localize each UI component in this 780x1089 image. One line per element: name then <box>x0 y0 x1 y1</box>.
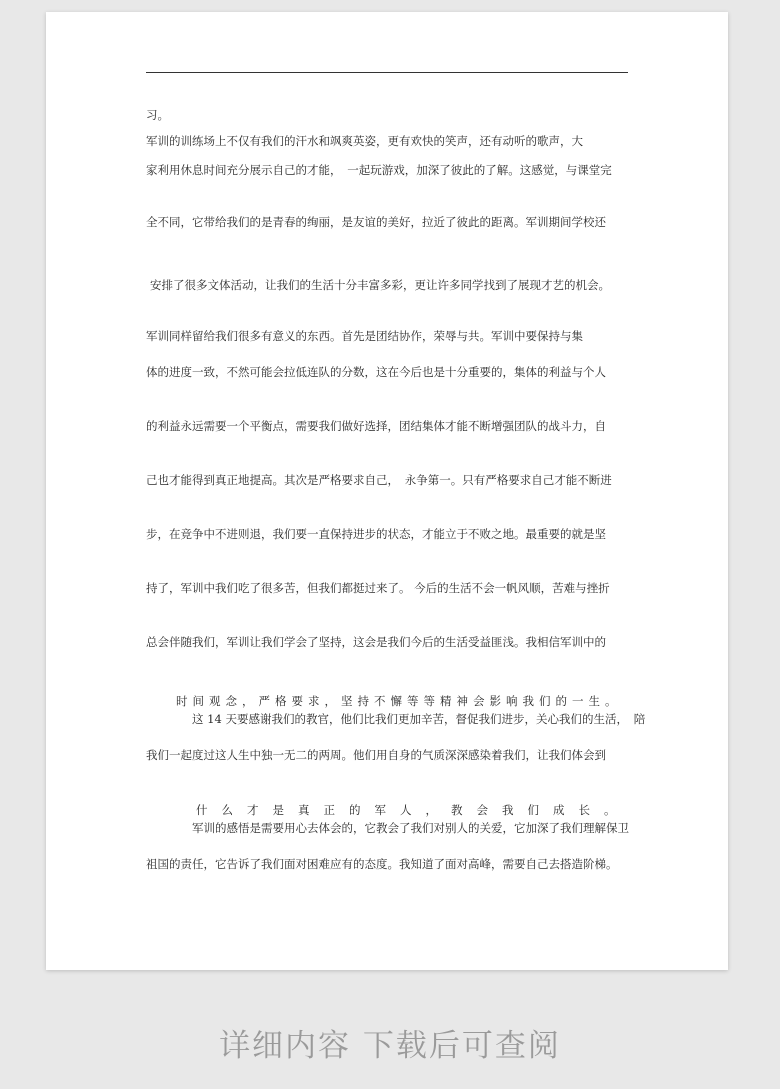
text-line-4: 全不同，它带给我们的是青春的绚丽，是友谊的美好，拉近了彼此的距离。军训期间学校还 <box>146 215 606 229</box>
text-line-2: 军训的训练场上不仅有我们的汗水和飒爽英姿，更有欢快的笑声，还有动听的歌声，大 <box>146 134 583 148</box>
text-line-5: 安排了很多文体活动，让我们的生活十分丰富多彩，更让许多同学找到了展现才艺的机会。 <box>150 278 610 292</box>
footer-caption: 详细内容 下载后可查阅 <box>219 1028 561 1064</box>
text-line-18: 祖国的责任，它告诉了我们面对困难应有的态度。我知道了面对高峰，需要自己去搭造阶梯。 <box>146 857 618 871</box>
text-line-13: 时间观念，严格要求，坚持不懈等等精神会影响我们的一生。 <box>176 694 622 708</box>
text-line-7: 体的进度一致，不然可能会拉低连队的分数，这在今后也是十分重要的，集体的利益与个人 <box>146 365 606 379</box>
text-line-3: 家利用休息时间充分展示自己的才能， 一起玩游戏，加深了彼此的了解。这感觉，与课堂完 <box>146 163 612 177</box>
text-line-10: 步，在竞争中不进则退，我们要一直保持进步的状态，才能立于不败之地。最重要的就是坚 <box>146 527 606 541</box>
text-line-12: 总会伴随我们，军训让我们学会了坚持，这会是我们今后的生活受益匪浅。我相信军训中的 <box>146 635 606 649</box>
text-line-6: 军训同样留给我们很多有意义的东西。首先是团结协作，荣辱与共。军训中要保持与集 <box>146 329 583 343</box>
text-line-17: 军训的感悟是需要用心去体会的，它教会了我们对别人的关爱，它加深了我们理解保卫 <box>192 821 629 835</box>
text-line-1: 习。 <box>146 108 169 122</box>
text-line-16: 什么才是真正的军人，教会我们成长。 <box>196 803 630 817</box>
header-rule <box>146 72 628 73</box>
text-line-8: 的利益永远需要一个平衡点，需要我们做好选择，团结集体才能不断增强团队的战斗力，自 <box>146 419 606 433</box>
text-line-15: 我们一起度过这人生中独一无二的两周。他们用自身的气质深深感染着我们，让我们体会到 <box>146 748 606 762</box>
text-line-11: 持了，军训中我们吃了很多苦，但我们都挺过来了。 今后的生活不会一帆风顺，苦难与挫折 <box>146 581 610 595</box>
text-line-14: 这 14 天要感谢我们的教官，他们比我们更加辛苦，督促我们进步，关心我们的生活， 陪 <box>192 712 646 726</box>
document-page <box>46 12 728 970</box>
text-line-9: 己也才能得到真正地提高。其次是严格要求自己， 永争第一。只有严格要求自己才能不断进 <box>146 473 612 487</box>
